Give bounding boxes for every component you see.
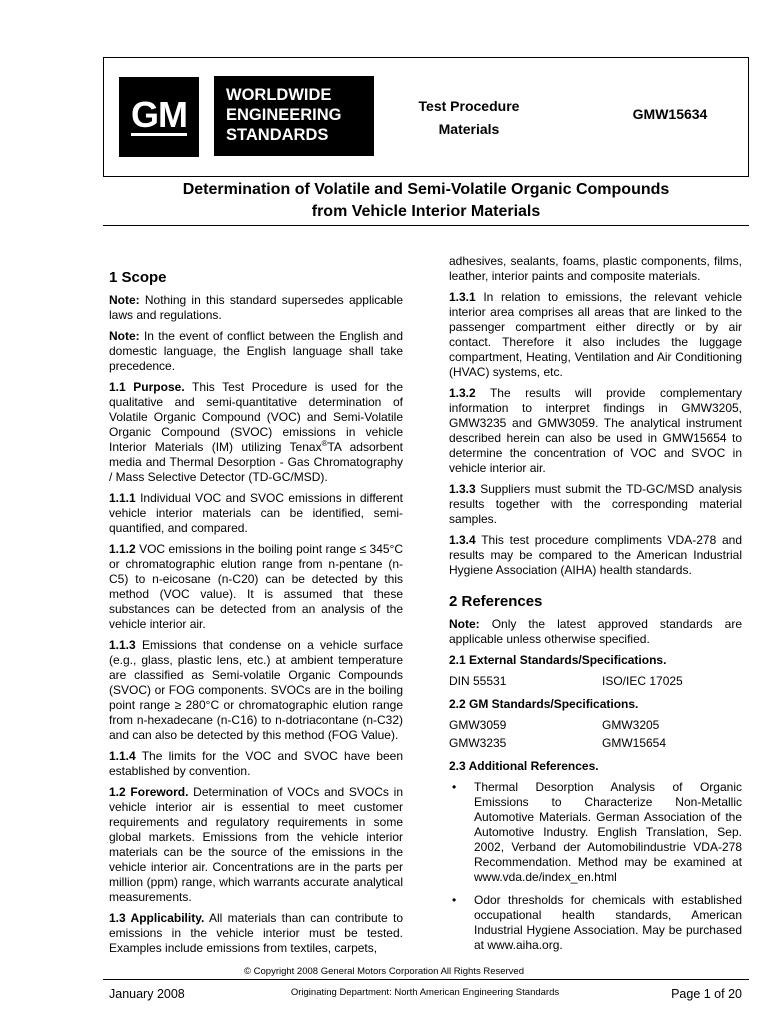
document-type [392,95,546,141]
reference-standard: DIN 55531 [449,674,507,688]
clause-label: 1.3.2 [449,386,476,400]
reference-standard: GMW3235 [449,736,507,750]
list-item: • Thermal Desorption Analysis of Organic Emissions to Characterize Non-Metallic Automotive Materials. German Association of the Automotive Industry. English Translation, Sep. 2002, Verband der Automobilindustrie VDA-278 Recommendation. Method may be examined at www.vda.de/index_en.html [449,780,742,885]
clause-text: This Test Procedure is used for the qualitative and semi-quantitative determination of Volatile Organic Compound (VOC) and Semi-Volatile Organic Compound (SVOC) emissions in vehicle Interior Materials (IM) utilizing Tenax [109,380,403,454]
issue-date: January 2008 [109,987,185,1001]
clause-text: The limits for the VOC and SVOC have been established by convention. [109,749,403,778]
registered-mark: ® [321,439,328,448]
clause-text: In relation to emissions, the relevant vehicle interior area comprises all areas that are linked to the passenger compartment either directly or by air contact. Therefore it also includes the luggage compartment, Heating, Ventilation and Air Conditioning (HVAC) systems, etc. [449,290,742,379]
right-column [449,254,742,961]
copyright-notice: © Copyright 2008 General Motors Corporation All Rights Reserved [244,966,524,977]
clause-label: 1.1.2 [109,542,136,556]
clause-text: Determination of VOCs and SVOCs in vehicle interior air is essential to meet customer requirements and regulatory requirements in some global markets. Emissions from the vehicle interior materials can be the source of the emissions in the vehicle interior air. Concentrations are in the parts per million (ppm) range, which warrants accurate analytical measurements. [109,785,403,904]
reference-standard: GMW3059 [449,718,507,732]
standard-number: GMW15634 [632,106,708,122]
section-heading-references: 2 References [449,593,543,610]
gm-logo [119,77,199,157]
section-heading-scope: 1 Scope [109,269,167,286]
page-number: Page 1 of 20 [671,987,742,1001]
reference-standard: GMW15654 [602,736,667,750]
clause-text: Individual VOC and SVOC emissions in different vehicle interior materials can be identified, semi-quantified, and compared. [109,491,403,535]
note-text: Nothing in this standard supersedes applicable laws and regulations. [109,293,403,322]
note-text: In the event of conflict between the English and domestic language, the English language shall take precedence. [109,329,403,373]
title-line: from Vehicle Interior Materials [311,203,541,220]
org-name-block [214,76,374,156]
reference-row [449,674,742,689]
title-divider [103,225,749,226]
list-item: • Odor thresholds for chemicals with established occupational health standards, American Industrial Hygiene Association. May be purchased at www.aiha.org. [449,893,742,953]
paragraph-1-1-3 [109,638,403,743]
clause-label: 1.3 Applicability. [109,911,205,925]
org-name-line: ENGINEERING [226,106,342,124]
note-label: Note: [109,293,140,307]
left-column [109,268,403,962]
paragraph-1-3-2 [449,386,742,476]
additional-references-list [449,780,742,953]
title-line: Determination of Volatile and Semi-Volatile Organic Compounds [182,181,670,198]
clause-label: 1.3.3 [449,482,476,496]
subsection-heading-external: 2.1 External Standards/Specifications. [449,653,667,667]
paragraph-1-1-1 [109,491,403,536]
paragraph-1-3 [109,911,403,956]
paragraph-1-1-2 [109,542,403,632]
clause-text: This test procedure compliments VDA-278 and results may be compared to the American Industrial Hygiene Association (AIHA) health standards. [449,533,742,577]
originating-department: Originating Department: North American Engineering Standards [290,987,560,998]
note-text: Only the latest approved standards are applicable unless otherwise specified. [449,617,742,646]
clause-label: 1.2 Foreword. [109,785,189,799]
clause-label: 1.3.4 [449,533,476,547]
footer-divider [103,979,749,980]
paragraph-1-1 [109,380,403,485]
clause-text: VOC emissions in the boiling point range ≤ 345°C or chromatographic elution range from n-pentane (n-C5) to n-eicosane (n-C20) can be detected by this method (VOC value). It is assumed that these substances can be detected from an analysis of the vehicle interior air. [109,542,403,631]
clause-text: Suppliers must submit the TD-GC/MSD analysis results together with the corresponding material samples. [449,482,742,526]
paragraph-1-1-4 [109,749,403,779]
document-title [103,179,749,223]
clause-label: 1.1 Purpose. [109,380,185,394]
clause-label: 1.1.1 [109,491,136,505]
clause-text: TA adsorbent media and Thermal Desorption - Gas Chromatography / Mass Selective Detector (TD-GC/MSD). [109,440,403,484]
paragraph-1-3-1 [449,290,742,380]
paragraph-1-3-4 [449,533,742,578]
clause-label: 1.3.1 [449,290,476,304]
reference-row [449,736,742,751]
gm-logo-text: GM [131,94,187,135]
document-type-line: Test Procedure [418,98,520,114]
clause-text: The results will provide complementary information to interpret findings in GMW3205, GMW3235 and GMW3059. The analytical instrument described herein can also be used in GMW15654 to determine the concentration of VOC and SVOC in vehicle interior air. [449,386,742,475]
note-label: Note: [449,617,480,631]
reference-standard: GMW3205 [602,718,660,732]
subsection-heading-additional: 2.3 Additional References. [449,759,599,773]
reference-row [449,718,742,733]
paragraph-1-3-3 [449,482,742,527]
clause-label: 1.1.3 [109,638,136,652]
paragraph-note [109,293,403,323]
clause-label: 1.1.4 [109,749,136,763]
reference-standard: ISO/IEC 17025 [602,674,683,688]
org-name-line: STANDARDS [226,126,329,144]
paragraph-1-3-continued: adhesives, sealants, foams, plastic components, films, leather, interior paints and composite materials. [449,254,742,283]
paragraph-1-2 [109,785,403,905]
org-name-line: WORLDWIDE [226,86,332,104]
paragraph-note [109,329,403,374]
paragraph-note [449,617,742,647]
clause-text: Emissions that condense on a vehicle surface (e.g., glass, plastic lens, etc.) at ambient temperature are classified as Semi-volatile Organic Compounds (SVOC) or FOG components. SVOCs are in the boiling point range ≥ 280°C or chromatographic elution range from n-hexadecane (n-C16) to n-dotriacontane (n-C32) and can also be detected by this method (FOG Value). [109,638,403,742]
note-label: Note: [109,329,140,343]
document-type-line: Materials [438,121,500,137]
subsection-heading-gm: 2.2 GM Standards/Specifications. [449,697,639,711]
clause-text: All materials than can contribute to emissions in the vehicle interior must be tested. Examples include emissions from textiles, carpets, [109,911,403,955]
